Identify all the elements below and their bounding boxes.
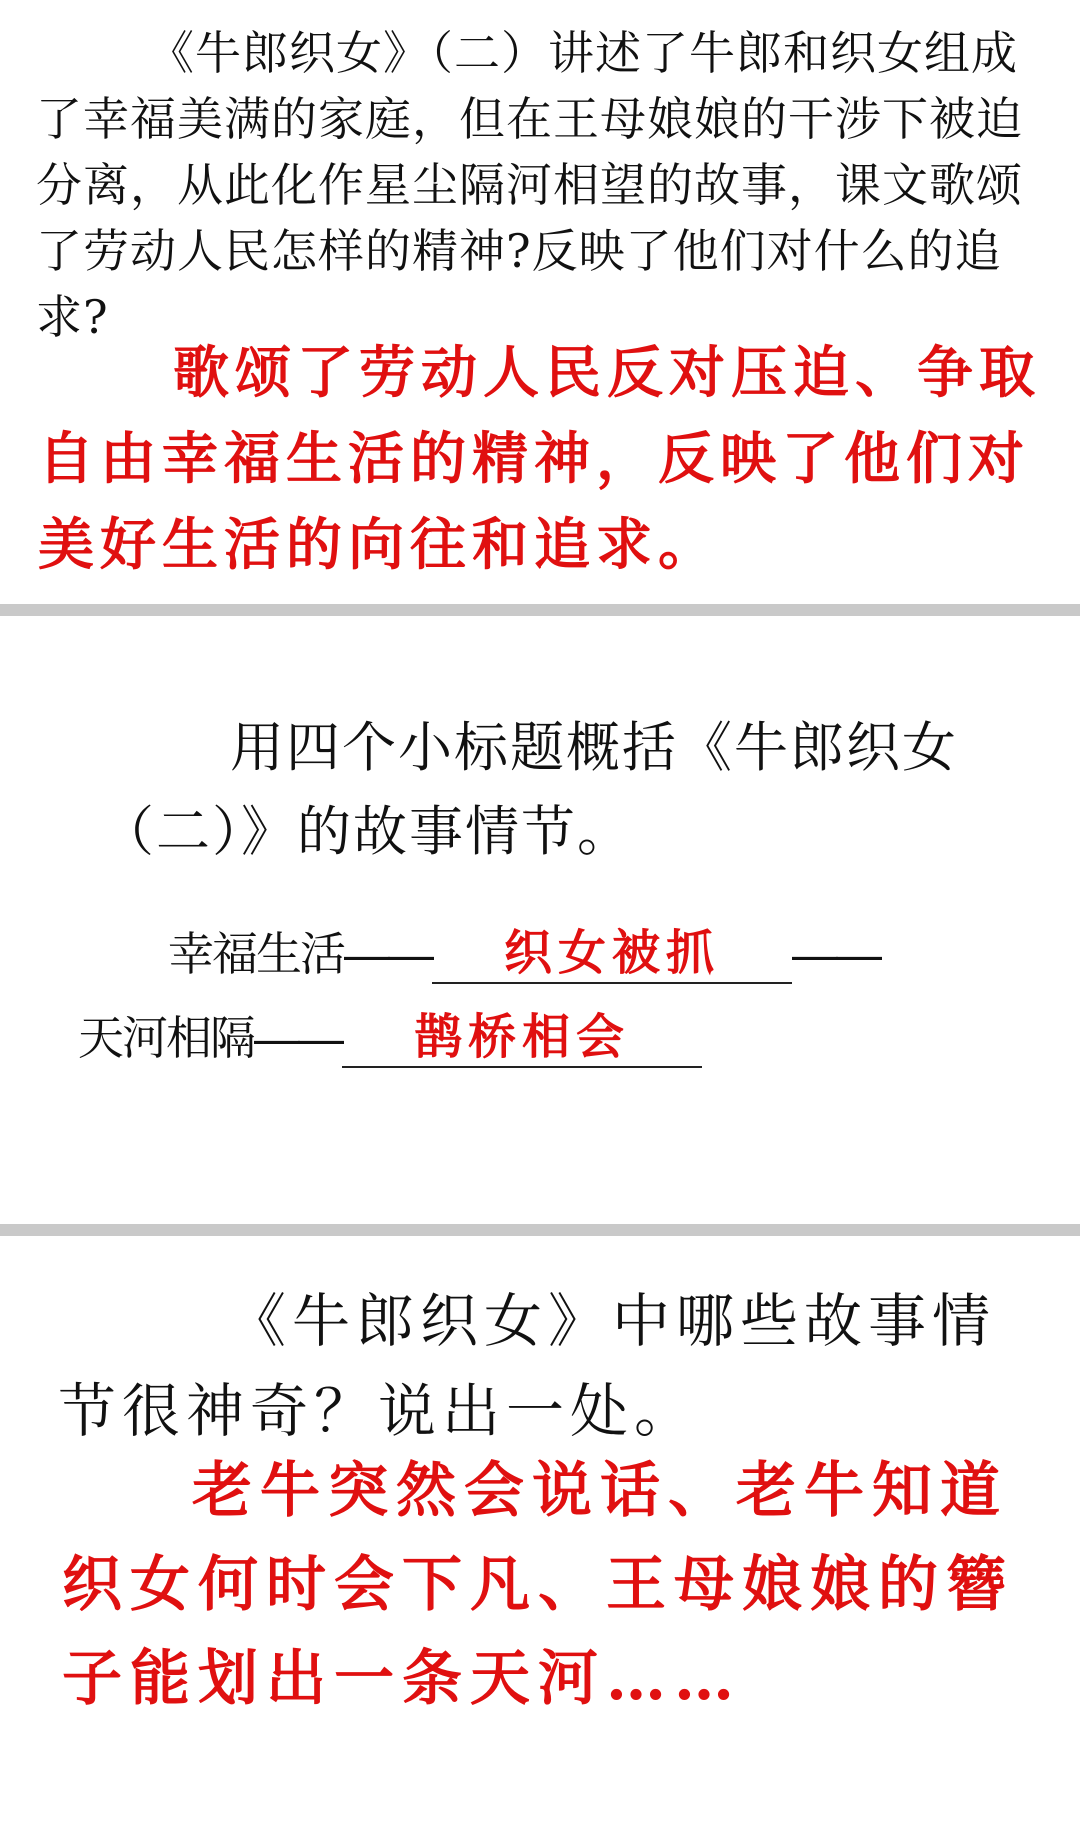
question-text: 《牛郎织女》中哪些故事情节很神奇？说出一处。 [58,1287,997,1445]
answer-text: 老牛突然会说话、老牛知道织女何时会下凡、王母娘娘的簪子能划出一条天河…… [62,1456,1014,1714]
slide-magical-plot [0,1236,1080,1838]
slide-divider [0,604,1080,616]
answer-fill-2: 鹊桥相会 [413,1009,630,1065]
answer-blank-1 [432,925,792,984]
subtitle-3: 天河相隔—— [78,1012,342,1064]
question-text: 用四个小标题概括《牛郎织女（二）》的故事情节。 [100,716,958,863]
plot-flow-row-2 [78,1002,702,1068]
slide-question-spirit [0,0,1080,604]
plot-flow-row-1 [168,918,880,984]
subtitle-1: 幸福生活—— [168,928,432,980]
answer-fill-1: 织女被抓 [503,925,720,981]
answer-text: 歌颂了劳动人民反对压迫、争取自由幸福生活的精神，反映了他们对美好生活的向往和追求。 [38,340,1041,578]
question-text: 《牛郎织女》（二）讲述了牛郎和织女组成了幸福美满的家庭，但在王母娘娘的干涉下被迫分离，从此化作星尘隔河相望的故事，课文歌颂了劳动人民怎样的精神?反映了他们对什么的追求? [36,26,1023,344]
answer-blank-2 [342,1009,702,1068]
connector-dash: —— [792,928,880,980]
slide-subtitles [0,616,1080,1224]
slide-divider [0,1224,1080,1236]
